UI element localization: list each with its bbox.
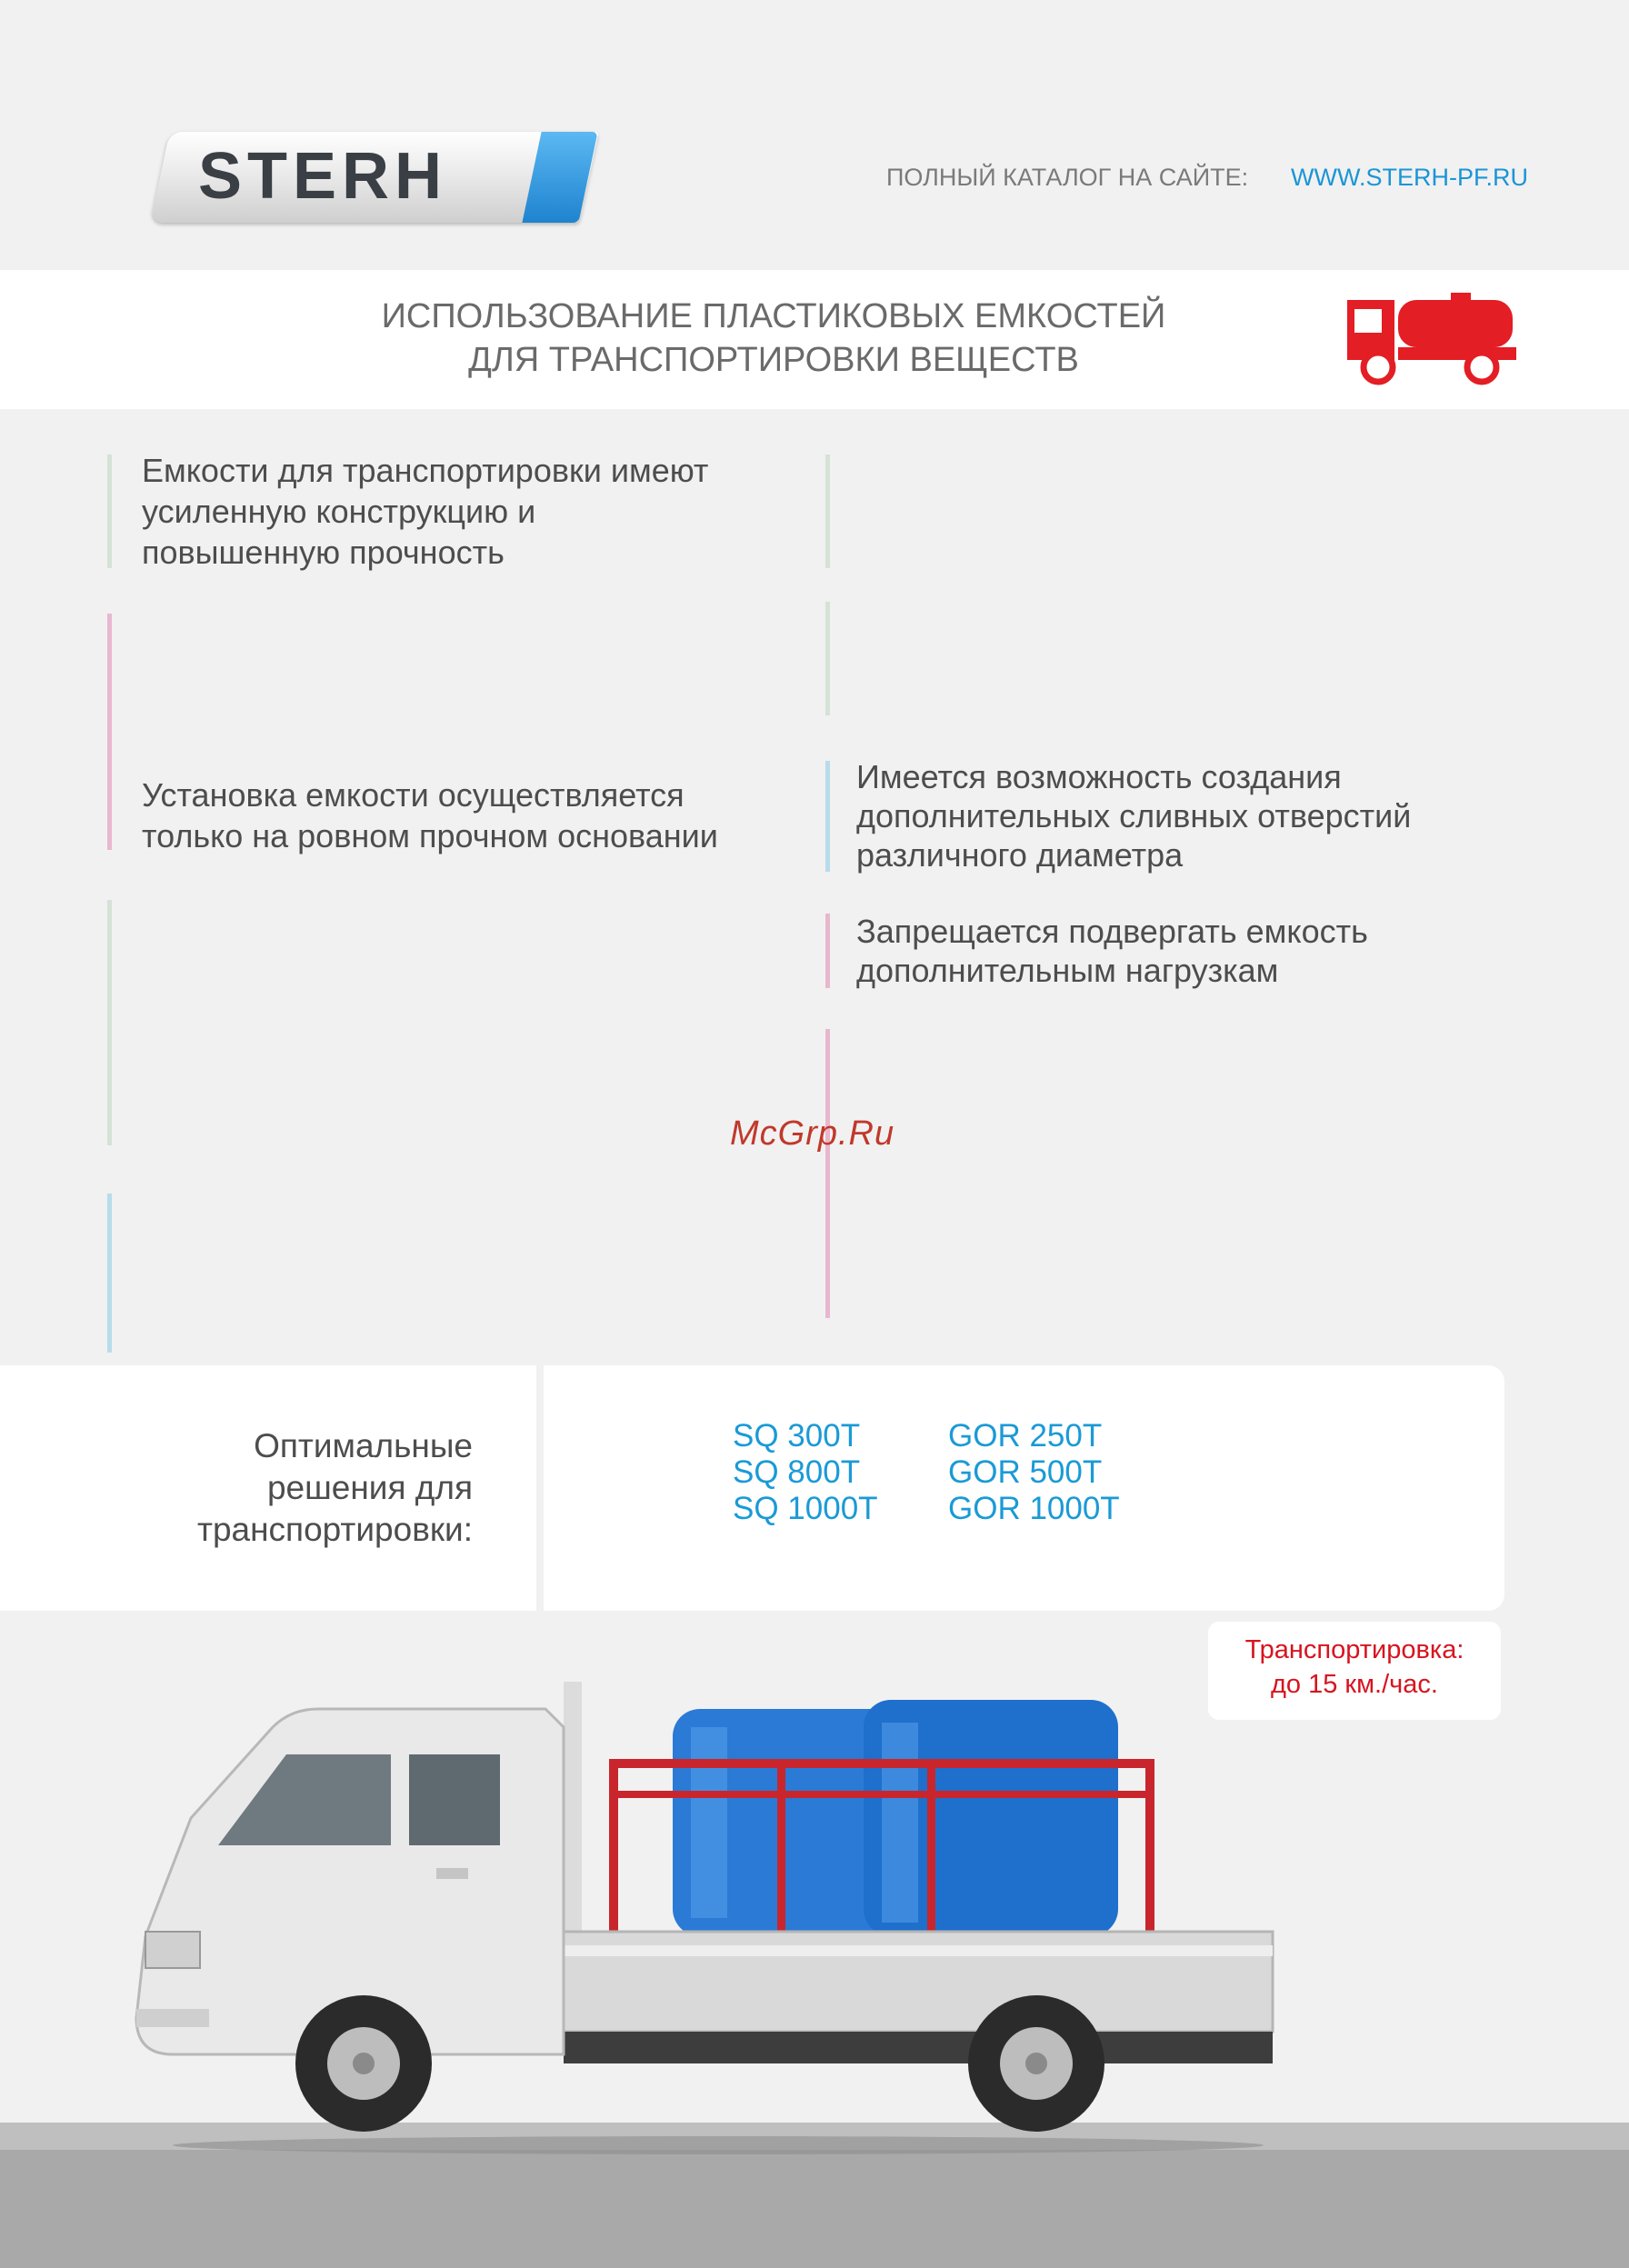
watermark: McGrp.Ru (730, 1114, 895, 1153)
road (0, 2150, 1629, 2268)
catalog-link[interactable]: WWW.STERH-PF.RU (1291, 164, 1528, 191)
speed-note-line: до 15 км./час. (1271, 1670, 1438, 1699)
feature-drain-holes (856, 757, 1411, 874)
feature-line: дополнительных сливных отверстий (856, 797, 1412, 834)
solutions-label-line: Оптимальные (254, 1427, 473, 1464)
feature-line: Имеется возможность создания (856, 758, 1342, 795)
solutions-label-line: транспортировки: (197, 1511, 473, 1548)
solutions-label-line: решения для (266, 1469, 473, 1506)
feature-installation (142, 774, 718, 856)
catalog-label: ПОЛНЫЙ КАТАЛОГ НА САЙТЕ: (886, 164, 1249, 191)
feature-bar (107, 1194, 112, 1353)
page-title-line1: ИСПОЛЬЗОВАНИЕ ПЛАСТИКОВЫХ ЕМКОСТЕЙ (381, 297, 1166, 335)
feature-bar (825, 455, 830, 568)
solutions-label (0, 1425, 473, 1551)
model-link[interactable]: SQ 800T (733, 1454, 861, 1490)
model-link[interactable]: SQ 300T (733, 1418, 861, 1454)
gor-models-list (948, 1418, 1120, 1527)
feature-bar (825, 914, 830, 988)
speed-note-line: Транспортировка: (1244, 1635, 1464, 1664)
feature-bar (825, 602, 830, 715)
feature-line: Запрещается подвергать емкость (856, 913, 1368, 950)
feature-line: Емкости для транспортировки имеют (142, 452, 709, 489)
logo-text: STERH (198, 140, 448, 213)
model-link[interactable]: GOR 250T (948, 1418, 1103, 1454)
feature-bar (107, 614, 112, 850)
feature-line: различного диаметра (856, 836, 1184, 874)
feature-bar (107, 900, 112, 1145)
feature-bar (107, 455, 112, 568)
feature-line: дополнительным нагрузкам (856, 952, 1279, 989)
feature-line: только на ровном прочном основании (142, 817, 718, 854)
feature-line: Установка емкости осуществляется (142, 776, 685, 814)
pickup-truck-with-tanks-image (118, 1673, 1318, 2154)
feature-strength (142, 450, 708, 573)
tanker-truck-icon (1347, 293, 1520, 385)
model-link[interactable]: GOR 500T (948, 1454, 1103, 1490)
sq-models-list (733, 1418, 878, 1527)
feature-bar (825, 761, 830, 872)
feature-line: повышенную прочность (142, 534, 505, 571)
model-link[interactable]: GOR 1000T (948, 1491, 1120, 1526)
feature-load-warning (856, 912, 1368, 990)
feature-bar (825, 1029, 830, 1318)
page-title-line2: ДЛЯ ТРАНСПОРТИРОВКИ ВЕЩЕСТВ (468, 341, 1079, 379)
feature-line: усиленную конструкцию и (142, 493, 536, 530)
model-link[interactable]: SQ 1000T (733, 1491, 878, 1526)
